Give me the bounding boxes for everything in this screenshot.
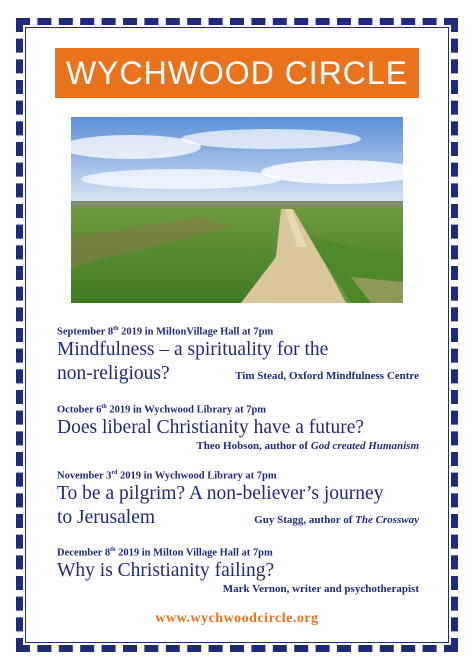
event-headline: Why is Christianity failing?: [57, 559, 275, 581]
event-date: December 8th 2019 in Milton Village Hall at 7pm: [57, 547, 273, 559]
event-date: November 3rd 2019 in Wychwood Library at 7pm: [57, 470, 277, 482]
event-headline-cont: non-religious?: [57, 362, 170, 384]
event-headline: To be a pilgrim? A non-believer’s journey: [57, 482, 384, 504]
event-september: [57, 326, 419, 386]
event-speaker: Mark Vernon, writer and psychotherapist: [222, 582, 419, 595]
page-title: WYCHWOOD CIRCLE: [65, 54, 409, 91]
title-banner: [55, 48, 419, 98]
event-date: September 8th 2019 in MiltonVillage Hall at 7pm: [57, 326, 274, 338]
event-headline: Does liberal Christianity have a future?: [57, 416, 365, 438]
website-link[interactable]: www.wychwoodcircle.org: [155, 611, 319, 626]
event-december: [57, 547, 419, 595]
event-november: [57, 470, 419, 530]
event-headline: Mindfulness – a spirituality for the: [57, 338, 329, 360]
event-october: [57, 404, 419, 452]
event-speaker: Guy Stagg, author of The Crossway: [254, 513, 419, 526]
event-speaker: Theo Hobson, author of God created Humanism: [196, 439, 419, 452]
landscape-photo: [71, 117, 403, 303]
event-date: October 6th 2019 in Wychwood Library at 7pm: [57, 404, 267, 416]
event-speaker: Tim Stead, Oxford Mindfulness Centre: [235, 369, 419, 382]
event-headline-cont: to Jerusalem: [57, 506, 156, 528]
